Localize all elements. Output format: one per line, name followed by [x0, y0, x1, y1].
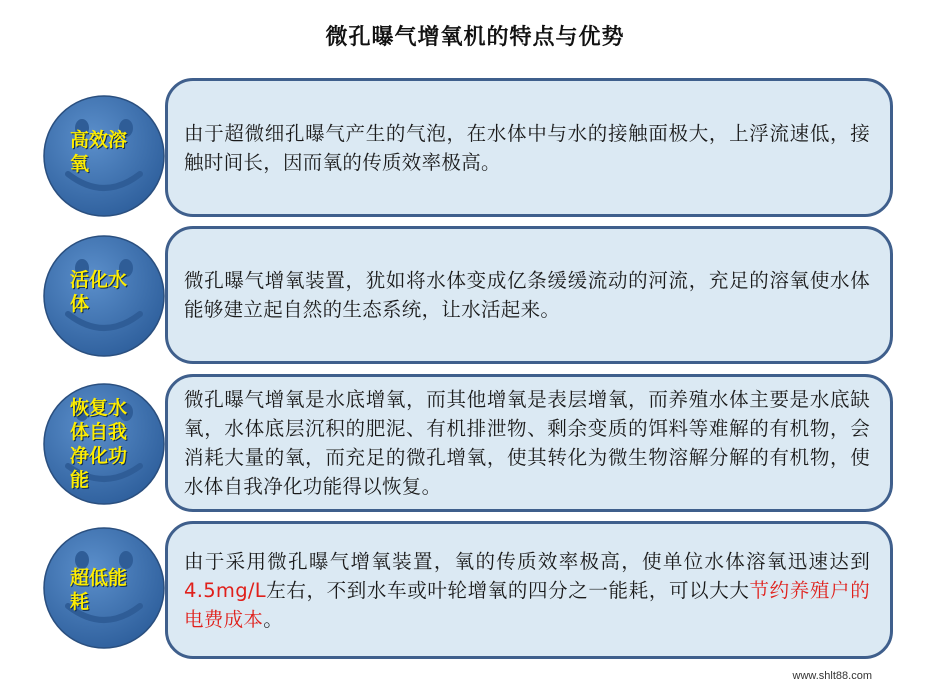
text-segment: 。 — [263, 607, 284, 631]
smiley-badge-icon — [42, 526, 166, 650]
feature-card — [165, 521, 893, 659]
badge-label-line: 高效溶 — [70, 129, 128, 151]
badge-label-line: 体 — [70, 293, 90, 315]
text-segment: 由于采用微孔曝气增氧装置，氧的传质效率极高，使单位水体溶氧迅速达到 — [184, 549, 870, 573]
highlight-text: 4.5mg/L — [184, 578, 266, 602]
smiley-badge-icon — [42, 94, 166, 218]
badge-label-line: 活化水 — [70, 269, 128, 291]
watermark-url: www.shlt88.com — [792, 670, 872, 682]
smiley-badge-icon — [42, 234, 166, 358]
text-segment: 左右，不到水车或叶轮增氧的四分之一能耗，可以大大 — [265, 578, 750, 602]
badge-label-line: 氧 — [70, 153, 90, 175]
badge-label-line: 净化功 — [70, 445, 128, 467]
feature-description: 微孔曝气增氧装置，犹如将水体变成亿条缓缓流动的河流，充足的溶氧使水体能够建立起自然的生态系统，让水活起来。 — [184, 269, 870, 321]
feature-card — [165, 374, 893, 512]
feature-card — [165, 78, 893, 217]
badge-label-line: 耗 — [70, 591, 90, 613]
page-title: 微孔曝气增氧机的特点与优势 — [325, 25, 625, 50]
highlight-text: 节约养殖户的电费成本 — [184, 578, 870, 631]
badge-label-line: 恢复水 — [70, 397, 128, 419]
badge-label-line: 能 — [70, 469, 90, 491]
feature-description: 微孔曝气增氧是水底增氧，而其他增氧是表层增氧，而养殖水体主要是水底缺氧，水体底层沉积的肥泥、有机排泄物、剩余变质的饵料等难解的有机物，会消耗大量的氧，而充足的微孔增氧，使其转化为微生物溶解分解的有机物，使水体自我净化功能得以恢复。 — [184, 388, 870, 498]
feature-card — [165, 226, 893, 364]
feature-description — [168, 547, 890, 634]
badge-label-line: 体自我 — [70, 421, 128, 443]
smiley-badge-icon — [42, 382, 166, 506]
badge-label-line: 超低能 — [70, 567, 128, 589]
feature-description: 由于超微细孔曝气产生的气泡，在水体中与水的接触面极大，上浮流速低，接触时间长，因而氧的传质效率极高。 — [184, 121, 870, 174]
